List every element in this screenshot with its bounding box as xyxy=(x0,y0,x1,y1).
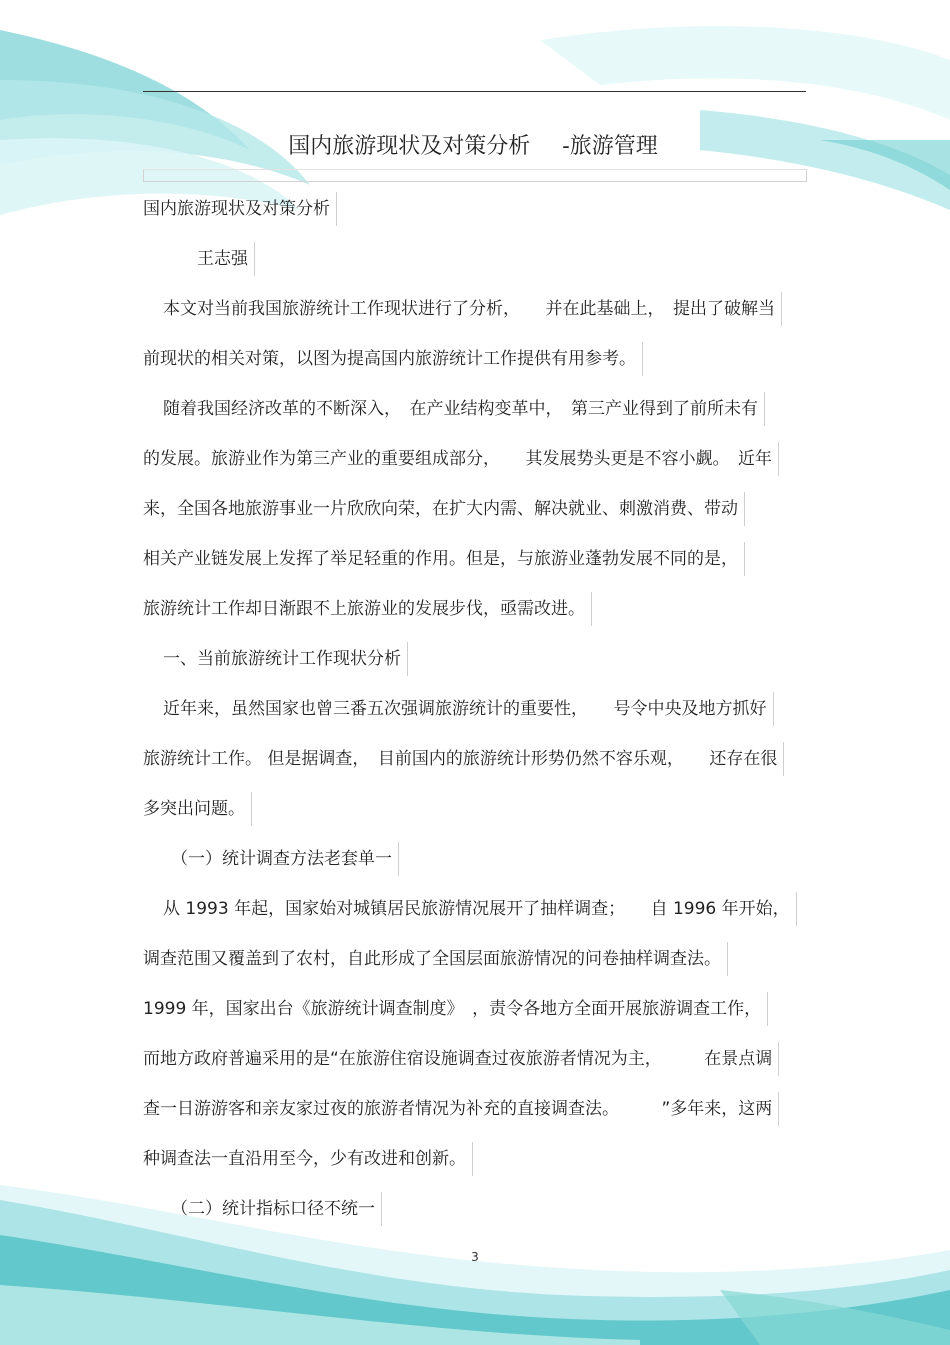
title-underline-box xyxy=(143,169,807,182)
paragraph-line: 本文对当前我国旅游统计工作现状进行了分析， 并在此基础上， 提出了破解当 xyxy=(143,292,782,326)
subsection-heading: （二）统计指标口径不统一 xyxy=(143,1192,382,1226)
author-line: 王志强 xyxy=(143,242,255,276)
paragraph-line: 相关产业链发展上发挥了举足轻重的作用。但是，与旅游业蓬勃发展不同的是， xyxy=(143,542,745,576)
paragraph-line: 从 1993 年起，国家始对城镇居民旅游情况展开了抽样调查； 自 1996 年开始， xyxy=(143,892,797,926)
title-main: 国内旅游现状及对策分析 xyxy=(288,134,531,159)
header-rule xyxy=(143,91,806,92)
paragraph-line: 的发展。旅游业作为第三产业的重要组成部分， 其发展势头更是不容小觑。 近年 xyxy=(143,442,779,476)
paragraph-line: 旅游统计工作却日渐跟不上旅游业的发展步伐，亟需改进。 xyxy=(143,592,592,626)
paragraph-line: 而地方政府普遍采用的是“在旅游住宿设施调查过夜旅游者情况为主， 在景点调 xyxy=(143,1042,779,1076)
paragraph-line: 1999 年，国家出台《旅游统计调查制度》 ，责令各地方全面开展旅游调查工作， xyxy=(143,992,768,1026)
document-title xyxy=(140,130,806,164)
paragraph-line: 旅游统计工作。 但是据调查， 目前国内的旅游统计形势仍然不容乐观， 还存在很 xyxy=(143,742,784,776)
paragraph-line: 查一日游游客和亲友家过夜的旅游者情况为补充的直接调查法。 ”多年来，这两 xyxy=(143,1092,779,1126)
title-suffix: -旅游管理 xyxy=(562,134,658,159)
paragraph-line: 随着我国经济改革的不断深入， 在产业结构变革中， 第三产业得到了前所未有 xyxy=(143,392,765,426)
page-number: 3 xyxy=(471,1250,479,1264)
paragraph-line: 来，全国各地旅游事业一片欣欣向荣，在扩大内需、解决就业、刺激消费、带动 xyxy=(143,492,745,526)
paragraph-line: 种调查法一直沿用至今，少有改进和创新。 xyxy=(143,1142,473,1176)
paragraph-line: 调查范围又覆盖到了农村，自此形成了全国层面旅游情况的问卷抽样调查法。 xyxy=(143,942,728,976)
section-heading: 一、当前旅游统计工作现状分析 xyxy=(143,642,408,676)
paragraph-line: 近年来，虽然国家也曾三番五次强调旅游统计的重要性， 号令中央及地方抓好 xyxy=(143,692,774,726)
paragraph-line: 前现状的相关对策，以图为提高国内旅游统计工作提供有用参考。 xyxy=(143,342,643,376)
subsection-heading: （一）统计调查方法老套单一 xyxy=(143,842,399,876)
paragraph-line: 多突出问题。 xyxy=(143,792,252,826)
subtitle-line: 国内旅游现状及对策分析 xyxy=(143,192,337,226)
